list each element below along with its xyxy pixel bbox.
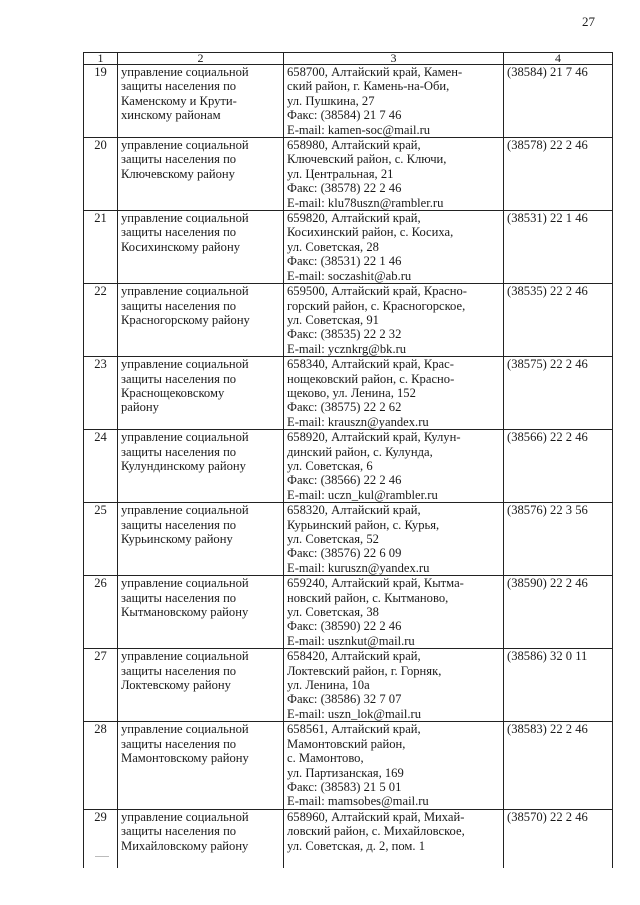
agency-name-line: Ключевскому району [121,166,235,181]
address-line: щеково, ул. Ленина, 152 [287,385,416,400]
agency-name-line: защиты населения по [121,225,237,240]
column-header: 1 [84,53,118,65]
agency-name-line: Кытмановскому району [121,605,249,620]
agency-name-line: Красногорскому району [121,312,250,327]
agency-name-line: району [121,400,159,415]
row-number: 20 [84,138,118,211]
address-line: Курьинский район, с. Курья, [287,517,440,532]
phone-number: (38566) 22 2 46 [504,430,613,503]
address-line: ул. Советская, 91 [287,312,379,327]
address-line: ул. Советская, 52 [287,532,379,546]
address-line: E-mail: kamen-soc@mail.ru [287,122,431,137]
column-header: 2 [118,53,284,65]
address-line: E-mail: uczn_kul@rambler.ru [287,487,438,502]
table-row [84,138,613,211]
agency-name-line: защиты населения по [121,517,237,532]
agency-name-line: защиты населения по [121,663,237,678]
address-line: ул. Советская, 28 [287,239,379,254]
address-line: новский район, с. Кытманово, [287,590,449,605]
agency-name-line: управление социальной [121,430,249,445]
address-line: ул. Центральная, 21 [287,166,394,181]
agency-name-line: Михайловскому району [121,838,249,853]
address-line: Факс: (38575) 22 2 62 [287,400,402,415]
row-number: 25 [84,503,118,576]
address-line: ский район, г. Камень-на-Оби, [287,79,450,94]
address-line: 658340, Алтайский край, Крас- [287,357,454,372]
agency-name-line: Мамонтовскому району [121,751,249,766]
row-number: 28 [84,722,118,809]
address-line: ул. Советская, 6 [287,458,373,473]
agency-address [284,503,504,576]
table-row [84,649,613,722]
agency-name [118,65,284,138]
address-line: 658320, Алтайский край, [287,503,421,518]
agency-name [118,649,284,722]
agency-directory-table [83,52,613,868]
agency-name-line: защиты населения по [121,298,237,313]
agency-name-line: защиты населения по [121,371,237,386]
agency-address [284,722,504,809]
agency-name-line: защиты населения по [121,79,237,94]
agency-name-line: управление социальной [121,65,249,79]
agency-name-line: защиты населения по [121,824,237,839]
address-line: E-mail: usznkut@mail.ru [287,633,415,648]
agency-name-line: Локтевскому району [121,678,231,693]
agency-name [118,357,284,430]
agency-name-line: управление социальной [121,211,249,226]
address-line: с. Мамонтово, [287,751,364,766]
phone-number: (38583) 22 2 46 [504,722,613,809]
phone-number: (38576) 22 3 56 [504,503,613,576]
agency-name [118,809,284,868]
agency-name-line: защиты населения по [121,152,237,167]
address-line: Локтевский район, г. Горняк, [287,663,442,678]
address-line: Факс: (38586) 32 7 07 [287,692,402,707]
table-row [84,357,613,430]
table-row [84,284,613,357]
address-line: ул. Партизанская, 169 [287,765,404,780]
address-line: 658920, Алтайский край, Кулун- [287,430,461,445]
phone-number: (38531) 22 1 46 [504,211,613,284]
address-line: динский район, с. Кулунда, [287,444,433,459]
agency-name-line: управление социальной [121,357,249,372]
agency-address [284,809,504,868]
agency-address [284,430,504,503]
agency-name-line: Косихинскому району [121,239,240,254]
address-line: Мамонтовский район, [287,736,406,751]
agency-name-line: Курьинскому району [121,532,233,546]
address-line: 658561, Алтайский край, [287,722,421,737]
address-line: E-mail: kuruszn@yandex.ru [287,560,430,575]
row-number: 19 [84,65,118,138]
column-number-row [84,53,613,65]
address-line: 658960, Алтайский край, Михай- [287,809,465,824]
agency-name-line: управление социальной [121,722,249,737]
agency-address [284,649,504,722]
table-row [84,211,613,284]
address-line: ул. Ленина, 10а [287,678,370,693]
address-line: E-mail: soczashit@ab.ru [287,268,412,283]
address-line: Ключевский район, с. Ключи, [287,152,447,167]
row-number: 23 [84,357,118,430]
address-line: Факс: (38535) 22 2 32 [287,327,402,342]
address-line: Факс: (38583) 21 5 01 [287,779,402,794]
address-line: Факс: (38590) 22 2 46 [287,619,402,634]
phone-number: (38586) 32 0 11 [504,649,613,722]
agency-name-line: защиты населения по [121,590,237,605]
column-header: 3 [284,53,504,65]
agency-name [118,211,284,284]
address-line: 658980, Алтайский край, [287,138,421,153]
agency-name-line: защиты населения по [121,736,237,751]
address-line: нощековский район, с. Красно- [287,371,455,386]
agency-name [118,722,284,809]
address-line: горский район, с. Красногорское, [287,298,466,313]
address-line: ул. Пушкина, 27 [287,93,375,108]
agency-name-line: управление социальной [121,284,249,299]
phone-number: (38575) 22 2 46 [504,357,613,430]
row-number: 27 [84,649,118,722]
row-number: 29 [84,809,118,868]
address-line: ул. Советская, 38 [287,605,379,620]
address-line: ловский район, с. Михайловское, [287,824,465,839]
table-row [84,809,613,868]
agency-address [284,65,504,138]
agency-name [118,284,284,357]
address-line: E-mail: ycznkrg@bk.ru [287,341,407,356]
address-line: 658420, Алтайский край, [287,649,421,664]
agency-name [118,138,284,211]
column-header: 4 [504,53,613,65]
agency-name-line: защиты населения по [121,444,237,459]
agency-name-line: управление социальной [121,809,249,824]
agency-name-line: управление социальной [121,649,249,664]
agency-address [284,138,504,211]
agency-name-line: управление социальной [121,576,249,591]
address-line: Факс: (38531) 22 1 46 [287,254,402,269]
agency-address [284,284,504,357]
agency-name-line: управление социальной [121,503,249,518]
page-number: 27 [582,14,595,29]
address-line: E-mail: klu78uszn@rambler.ru [287,195,444,210]
address-line: E-mail: krauszn@yandex.ru [287,414,429,429]
row-number: 21 [84,211,118,284]
agency-name [118,430,284,503]
row-number: 26 [84,576,118,649]
phone-number: (38570) 22 2 46 [504,809,613,868]
address-line: Косихинский район, с. Косиха, [287,225,454,240]
address-line: Факс: (38576) 22 6 09 [287,546,402,561]
address-line: 658700, Алтайский край, Камен- [287,65,463,79]
agency-address [284,576,504,649]
phone-number: (38535) 22 2 46 [504,284,613,357]
table-row [84,722,613,809]
agency-address [284,211,504,284]
address-line: Факс: (38566) 22 2 46 [287,473,402,488]
agency-name-line: Каменскому и Крути- [121,93,237,108]
table-row [84,430,613,503]
address-line: E-mail: mamsobes@mail.ru [287,794,429,809]
agency-name [118,576,284,649]
agency-name-line: Кулундинскому району [121,458,246,473]
phone-number: (38590) 22 2 46 [504,576,613,649]
address-line: ул. Советская, д. 2, пом. 1 [287,838,425,853]
address-line: Факс: (38584) 21 7 46 [287,108,402,123]
row-number: 22 [84,284,118,357]
table-row [84,65,613,138]
scan-mark [95,856,109,857]
address-line: 659240, Алтайский край, Кытма- [287,576,464,591]
row-number: 24 [84,430,118,503]
address-line: Факс: (38578) 22 2 46 [287,181,402,196]
agency-address [284,357,504,430]
address-line: E-mail: uszn_lok@mail.ru [287,706,422,721]
table-row [84,576,613,649]
agency-name [118,503,284,576]
agency-name-line: хинскому районам [121,108,221,123]
agency-name-line: Краснощековскому [121,385,225,400]
address-line: 659500, Алтайский край, Красно- [287,284,467,299]
phone-number: (38578) 22 2 46 [504,138,613,211]
address-line: 659820, Алтайский край, [287,211,421,226]
agency-name-line: управление социальной [121,138,249,153]
table-row [84,503,613,576]
phone-number: (38584) 21 7 46 [504,65,613,138]
table-body [84,65,613,868]
